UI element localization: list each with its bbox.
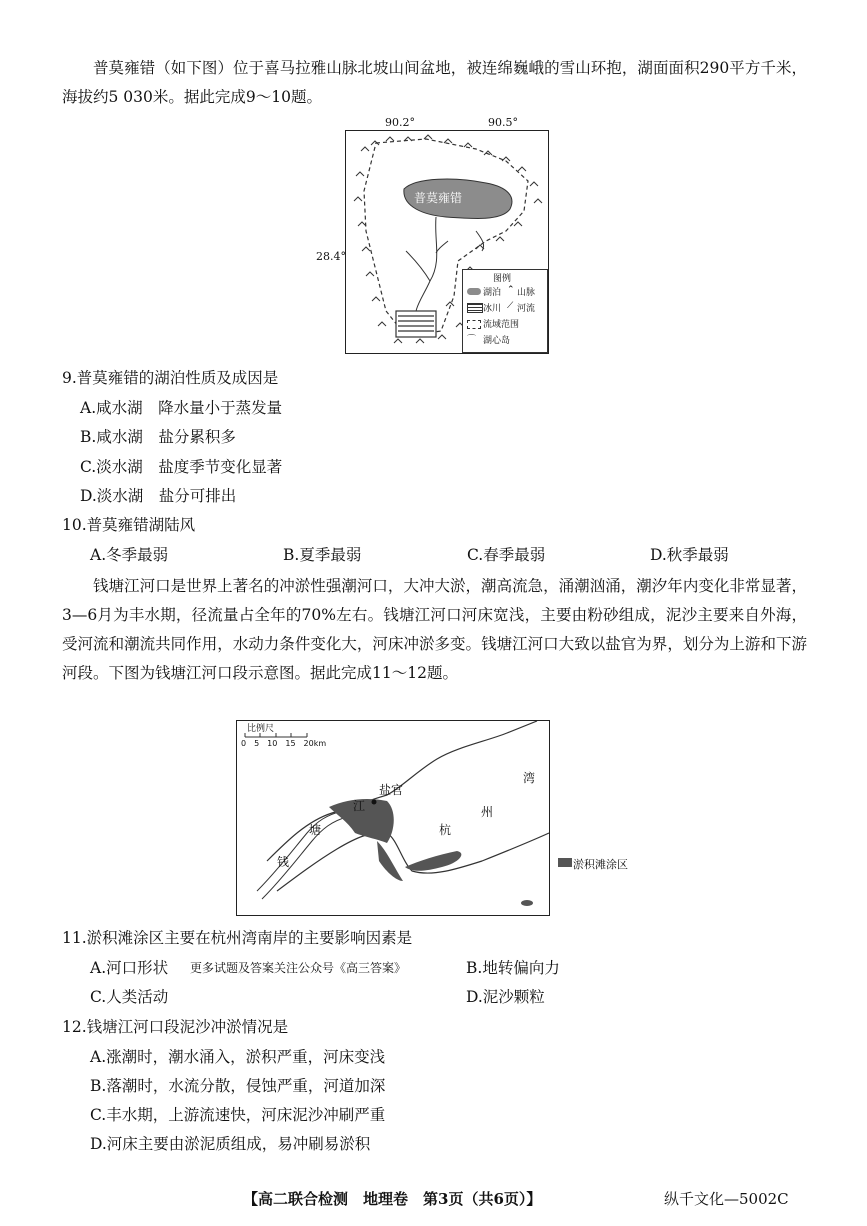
q12-option-d: D.河床主要由淤泥质组成，易冲刷易淤积 bbox=[90, 1135, 371, 1153]
legend-river: 河流 bbox=[517, 304, 536, 314]
q9-option-a: A.咸水湖 降水量小于蒸发量 bbox=[80, 399, 283, 417]
q11-option-a: A.河口形状 bbox=[90, 959, 169, 977]
deposition-legend: 淤积滩涂区 bbox=[573, 858, 628, 871]
q12-option-a: A.涨潮时，潮水涌入，淤积严重，河床变浅 bbox=[90, 1048, 386, 1066]
intro-paragraph-lake: 普莫雍错（如下图）位于喜马拉雅山脉北坡山间盆地，被连绵巍峨的雪山环抱，湖面面积290平方千米，海拔约5 030米。据此完成9～10题。 bbox=[62, 59, 807, 106]
q9-option-c: C.淡水湖 盐度季节变化显著 bbox=[80, 458, 283, 476]
legend-glacier: 冰川 bbox=[483, 304, 502, 314]
scale-ticks: 0 5 10 15 20km bbox=[241, 739, 327, 748]
q12-option-c: C.丰水期，上游流速快，河床泥沙冲刷严重 bbox=[90, 1106, 386, 1124]
mountain-icon: ⌃ bbox=[507, 285, 515, 295]
glacier-swatch-icon bbox=[467, 303, 483, 313]
q11-option-c: C.人类活动 bbox=[90, 988, 169, 1006]
bay-char-zhou: 州 bbox=[481, 805, 494, 819]
estuary-map bbox=[236, 720, 550, 916]
legend-island: 湖心岛 bbox=[483, 336, 511, 346]
q10-option-c: C.春季最弱 bbox=[467, 546, 546, 564]
question-9-stem: 9.普莫雍错的湖泊性质及成因是 bbox=[62, 369, 279, 387]
river-char-jiang: 江 bbox=[353, 799, 366, 813]
river-char-qian: 钱 bbox=[277, 855, 290, 869]
yanguan-label: 盐官 bbox=[379, 783, 404, 797]
legend-lake: 湖泊 bbox=[483, 288, 502, 298]
river-char-tang: 塘 bbox=[309, 823, 322, 837]
q9-option-d: D.淡水湖 盐分可排出 bbox=[80, 487, 237, 505]
lake-map-legend bbox=[462, 269, 548, 353]
question-10-stem: 10.普莫雍错湖陆风 bbox=[62, 516, 196, 534]
basin-swatch-icon bbox=[467, 320, 481, 329]
legend-mountain: 山脉 bbox=[517, 288, 536, 298]
lake-map bbox=[345, 130, 549, 354]
longitude-label-2: 90.5° bbox=[488, 116, 518, 129]
deposition-swatch-icon bbox=[558, 858, 572, 867]
q11-option-d: D.泥沙颗粒 bbox=[466, 988, 545, 1006]
q9-option-b: B.咸水湖 盐分累积多 bbox=[80, 428, 236, 446]
estuary-map-graphic bbox=[237, 721, 549, 915]
legend-basin: 流域范围 bbox=[483, 320, 520, 330]
q10-option-b: B.夏季最弱 bbox=[283, 546, 362, 564]
legend-title: 图例 bbox=[493, 274, 512, 284]
q11-option-b: B.地转偏向力 bbox=[466, 959, 560, 977]
island-icon: ⌒ bbox=[467, 335, 477, 345]
question-11-stem: 11.淤积滩涂区主要在杭州湾南岸的主要影响因素是 bbox=[62, 929, 413, 947]
footer-page-info: 【高二联合检测 地理卷 第3页（共6页）】 bbox=[243, 1190, 542, 1208]
bay-char-hang: 杭 bbox=[439, 823, 452, 837]
lake-label: 普莫雍错 bbox=[414, 191, 463, 205]
watermark-note: 更多试题及答案关注公众号《高三答案》 bbox=[190, 961, 407, 975]
q10-option-d: D.秋季最弱 bbox=[650, 546, 729, 564]
intro-paragraph-qiantang: 钱塘江河口是世界上著名的冲淤性强潮河口，大冲大淤，潮高流急，涌潮汹涌，潮汐年内变化非常显著，3—6月为丰水期，径流量占全年的70%左右。钱塘江河口河床宽浅，主要由粉砂组成，泥沙主要来自外海，受河流和潮流共同作用，水动力条件变化大，河床冲淤多变。钱塘江河口大致以盐官为界，划分为上游和下游河段。下图为钱塘江河口段示意图。据此完成11～12题。 bbox=[62, 577, 807, 682]
bay-char-wan: 湾 bbox=[523, 771, 536, 785]
lake-swatch-icon bbox=[467, 288, 481, 295]
latitude-label: 28.4° bbox=[316, 250, 346, 263]
footer-code: 纵千文化—5002C bbox=[664, 1190, 789, 1208]
question-12-stem: 12.钱塘江河口段泥沙冲淤情况是 bbox=[62, 1018, 289, 1036]
q10-option-a: A.冬季最弱 bbox=[90, 546, 169, 564]
q12-option-b: B.落潮时，水流分散，侵蚀严重，河道加深 bbox=[90, 1077, 386, 1095]
scale-title: 比例尺 bbox=[247, 724, 275, 734]
longitude-label-1: 90.2° bbox=[385, 116, 415, 129]
river-icon: ⟋ bbox=[507, 301, 514, 311]
